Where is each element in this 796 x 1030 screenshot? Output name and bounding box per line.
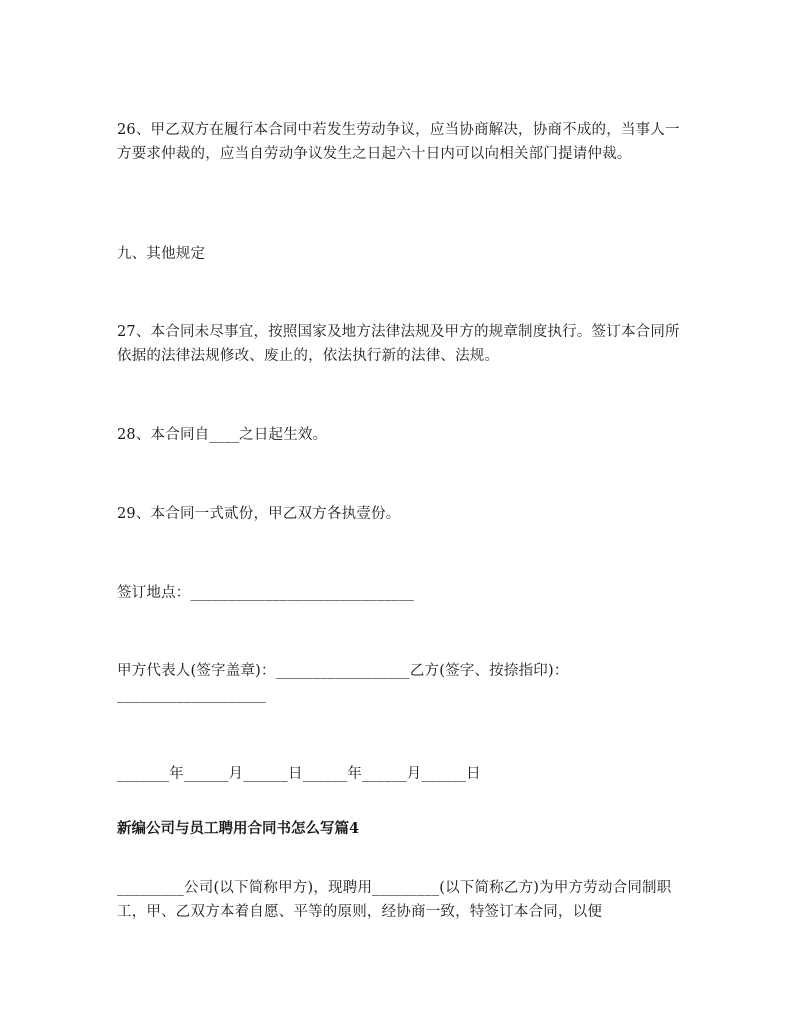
opening-paragraph: _________公司(以下简称甲方)，现聘用_________(以下简称乙方)为甲方劳动合同制职工，甲、乙双方本着自愿、平等的原则，经协商一致，特签订本合同，以便 xyxy=(117,880,672,920)
section-9-title: 九、其他规定 xyxy=(117,246,206,262)
signing-place: 签订地点：______________________________ xyxy=(117,585,414,601)
clause-26: 26、甲乙双方在履行本合同中若发生劳动争议，应当协商解决，协商不成的，当事人一方要求仲裁的，应当自劳动争议发生之日起六十日内可以向相关部门提请仲裁。 xyxy=(117,122,680,162)
clause-27: 27、本合同未尽事宜，按照国家及地方法律法规及甲方的规章制度执行。签订本合同所依据的法律法规修改、废止的，依法执行新的法律、法规。 xyxy=(117,324,680,364)
clause-28: 28、本合同自____之日起生效。 xyxy=(117,427,328,443)
signature-line: 甲方代表人(签字盖章)：__________________乙方(签字、按捺指印)：____________________ xyxy=(117,663,569,703)
clause-29: 29、本合同一式贰份，甲乙双方各执壹份。 xyxy=(117,506,401,522)
date-line: _______年______月______日______年______月______日 xyxy=(117,766,481,782)
article-heading: 新编公司与员工聘用合同书怎么写篇4 xyxy=(117,820,360,837)
